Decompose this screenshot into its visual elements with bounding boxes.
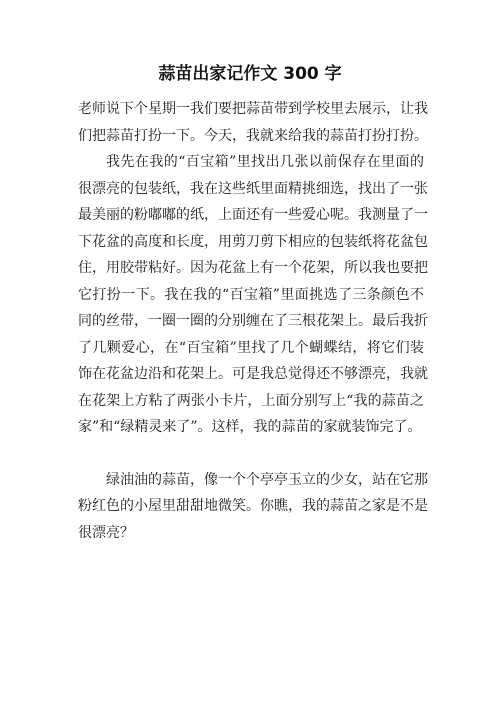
- paragraph-gap: [78, 441, 424, 467]
- paragraph-line: 很漂亮？: [78, 524, 134, 541]
- paragraph-line: 住，用胶带粘好。因为花盆上有一个花架，所以我也要把: [78, 260, 428, 276]
- paragraph-3: [78, 467, 428, 547]
- paragraph-line: 绿油油的蒜苗，像一个个亭亭玉立的少女，站在它那: [106, 471, 428, 488]
- paragraph-line: 在花架上方粘了两张小卡片，上面分别写上“我的蒜苗之: [78, 392, 424, 409]
- paragraph-line: 同的丝带，一圈一圈的分别缠在了三根花架上。最后我折: [78, 313, 428, 329]
- paragraph-line: 很漂亮的包装纸，我在这些纸里面精挑细选，找出了一张: [78, 180, 428, 197]
- essay-body: [78, 96, 428, 546]
- paragraph-line: 下花盆的高度和长度，用剪刀剪下相应的包装纸将花盆包: [78, 233, 428, 250]
- paragraph-line: 饰在花盆边沿和花架上。可是我总觉得还不够漂亮，我就: [78, 366, 428, 382]
- paragraph-2: [78, 149, 428, 441]
- paragraph-line: 它打扮一下。我在我的“百宝箱”里面挑选了三条颜色不: [78, 286, 424, 303]
- paragraph-line: 粉红色的小屋里甜甜地微笑。你瞧，我的蒜苗之家是不是: [78, 498, 428, 514]
- paragraph-line: 老师说下个星期一我们要把蒜苗带到学校里去展示，让我: [78, 101, 428, 117]
- paragraph-line: 最美丽的粉嘟嘟的纸，上面还有一些爱心呢。我测量了一: [78, 207, 428, 223]
- paragraph-line: 我先在我的“百宝箱”里找出几张以前保存在里面的: [106, 154, 424, 170]
- paragraph-line: 们把蒜苗打扮一下。今天，我就来给我的蒜苗打扮打扮。: [78, 127, 428, 144]
- paragraph-line: 了几颗爱心，在“百宝箱”里找了几个蝴蝶结，将它们装: [78, 339, 424, 356]
- paragraph-line: 家”和“绿精灵来了”。这样，我的蒜苗的家就装饰完了。: [78, 419, 422, 435]
- paragraph-1: [78, 96, 428, 149]
- page-title: 蒜苗出家记作文 300 字: [158, 64, 342, 84]
